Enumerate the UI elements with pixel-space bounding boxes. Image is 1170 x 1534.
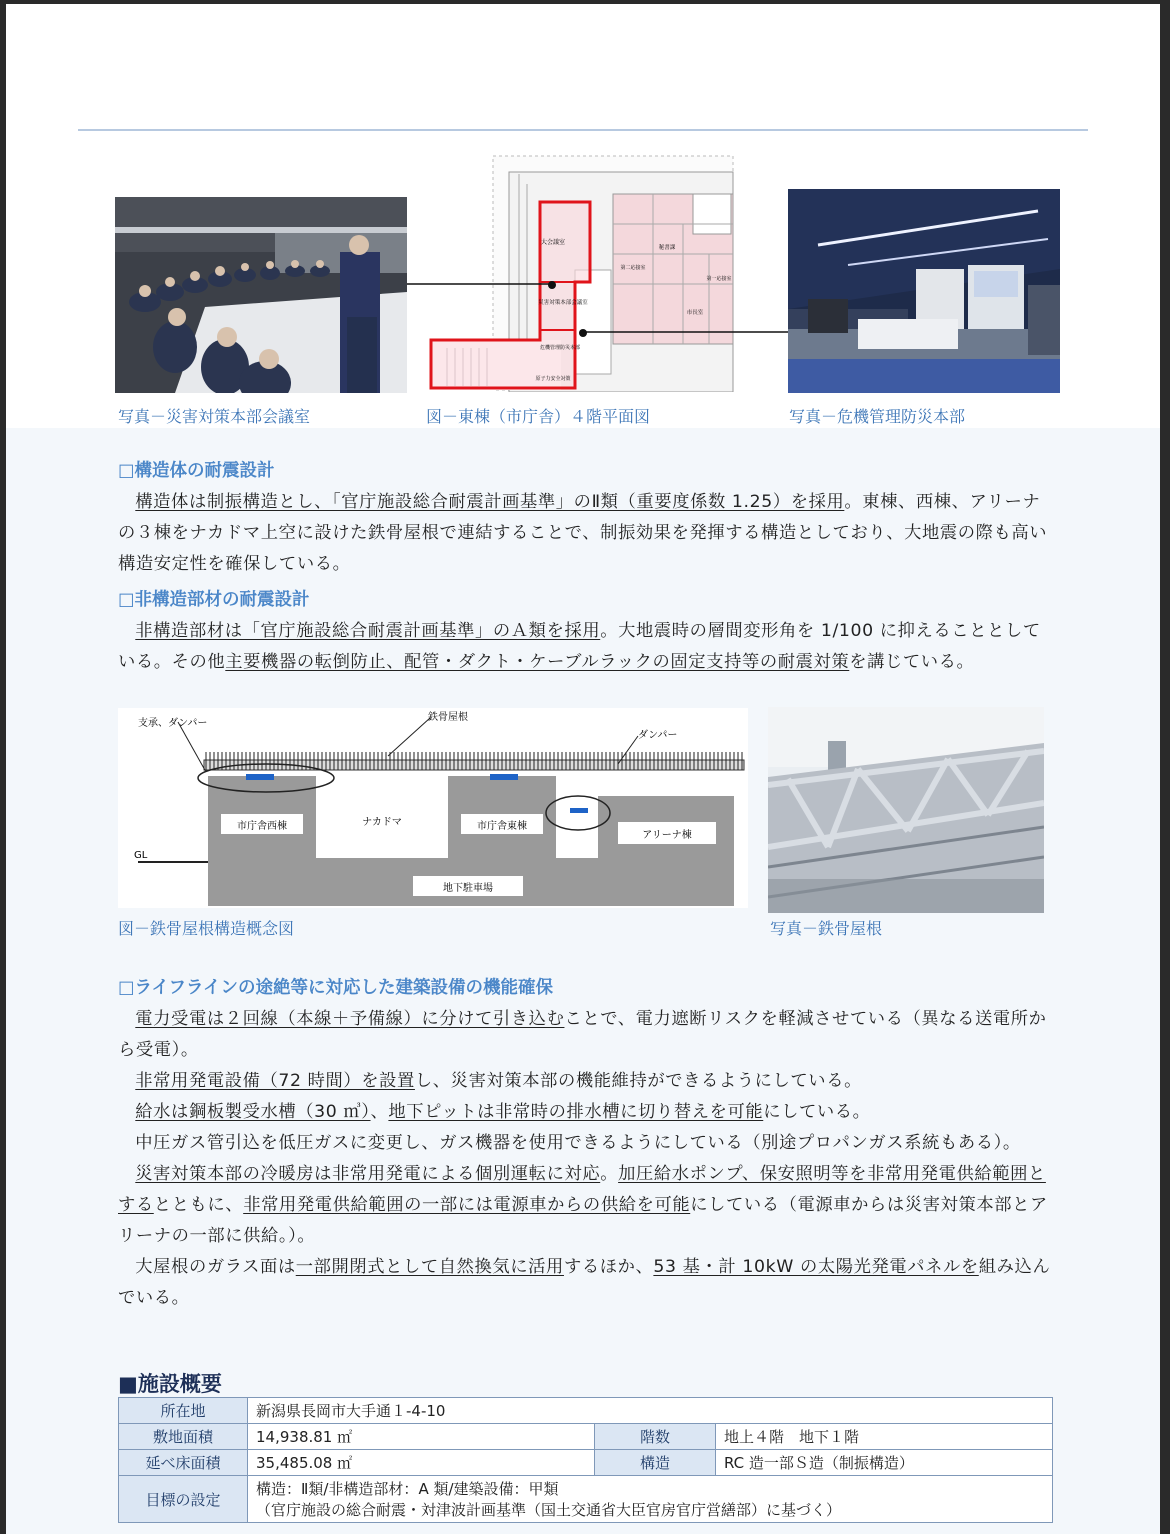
paragraph-line — [118, 1252, 1058, 1314]
photo-crisis-management — [788, 189, 1060, 393]
table-row — [119, 1476, 1053, 1523]
plan-label-room2: 災害対策本部会議室 — [538, 300, 588, 306]
caption-photo-crisis: 写真－危機管理防災本部 — [789, 407, 966, 426]
label-east-building: 市庁舎東棟 — [477, 821, 527, 832]
text-segment: 非構造部材は「官庁施設総合耐震計画基準」のＡ類を採用 — [135, 621, 601, 641]
section-title-overview: ■施設概要 — [118, 1372, 222, 1396]
text-segment: 、 — [370, 1102, 389, 1122]
label-target: 目標の設定 — [119, 1476, 248, 1523]
value-location: 新潟県長岡市大手通１-4-10 — [248, 1398, 1053, 1424]
value-structure: RC 造一部Ｓ造（制振構造） — [716, 1450, 1053, 1476]
label-site-area: 敷地面積 — [119, 1424, 248, 1450]
caption-floor-plan: 図－東棟（市庁舎）４階平面図 — [426, 407, 651, 426]
caption-roof-diagram: 図－鉄骨屋根構造概念図 — [118, 919, 295, 938]
label-west-building: 市庁舎西棟 — [237, 821, 287, 832]
text-segment: にしている。 — [763, 1102, 871, 1122]
plan-label-room3: 危機管理防災本部 — [539, 345, 581, 351]
label-steel-roof: 鉄骨屋根 — [428, 712, 468, 723]
text-segment: 大屋根のガラス面は — [135, 1257, 296, 1277]
heading-lifeline: □ライフラインの途絶等に対応した建築設備の機能確保 — [118, 978, 553, 998]
text-segment: するほか、 — [563, 1257, 654, 1277]
heading-nonstructural-seismic: □非構造部材の耐震設計 — [118, 590, 310, 610]
label-damper: ダンパー — [638, 730, 678, 741]
steel-roof-diagram — [118, 708, 748, 908]
facility-overview-table — [118, 1397, 1053, 1523]
paragraph-line — [118, 616, 1058, 678]
text-segment: 加圧給水ポンプ、保安照明等を非常用発電供給範囲とする — [118, 1164, 1046, 1215]
label-floors: 階数 — [595, 1424, 716, 1450]
paragraph-line — [118, 1066, 1058, 1097]
label-floor-area: 延べ床面積 — [119, 1450, 248, 1476]
photo-steel-roof — [768, 707, 1044, 913]
text-segment: 地下ピットは非常時の排水槽に切り替えを可能 — [388, 1102, 764, 1122]
paragraph-line — [118, 1159, 1058, 1252]
document-page — [6, 4, 1160, 1534]
paragraph-lifeline — [118, 1004, 1058, 1314]
label-gl: GL — [134, 850, 148, 861]
plan-label-room6: 市長室 — [686, 310, 704, 316]
plan-label-room8: 第二応接室 — [620, 265, 646, 271]
plan-label-room4: 原子力安全対策 — [535, 376, 571, 382]
text-segment: 。 — [600, 1164, 619, 1184]
value-floor-area: 35,485.08 ㎡ — [248, 1450, 595, 1476]
label-structure: 構造 — [595, 1450, 716, 1476]
paragraph-line — [118, 1097, 1058, 1128]
paragraph-nonstructural-seismic — [118, 616, 1058, 678]
plan-label-room7: 第一応接室 — [706, 276, 732, 282]
paragraph-line — [118, 1128, 1058, 1159]
label-parking: 地下駐車場 — [443, 883, 493, 894]
heading-structural-seismic: □構造体の耐震設計 — [118, 461, 275, 481]
value-target-line1: 構造：Ⅱ類/非構造部材：A 類/建築設備：甲類 — [256, 1480, 559, 1498]
table-row — [119, 1398, 1053, 1424]
text-segment: 給水は鋼板製受水槽（30 ㎥） — [135, 1102, 371, 1122]
plan-label-room5: 秘書課 — [658, 245, 676, 251]
text-segment: 53 基・計 10kW の太陽光発電パネルを — [653, 1257, 979, 1277]
label-nakadoma: ナカドマ — [362, 817, 402, 828]
plan-label-room1: 大会議室 — [540, 239, 566, 246]
text-segment: にしている（電源車からは災害対策本部とアリーナの一部に供給。）。 — [118, 1195, 1048, 1246]
label-support-damper: 支承、ダンパー — [138, 718, 208, 729]
table-row — [119, 1450, 1053, 1476]
text-segment: 。東棟、西棟、アリーナの３棟をナカドマ上空に設けた鉄骨屋根で連結することで、制振効果を発揮する構造としており、大地震の際も高い構造安定性を確保している。 — [118, 492, 1048, 574]
paragraph-structural-seismic — [118, 487, 1058, 580]
text-segment: 組み込んでいる。 — [118, 1257, 1051, 1308]
value-floors: 地上４階 地下１階 — [716, 1424, 1053, 1450]
value-target-line2: （官庁施設の総合耐震・対津波計画基準（国土交通省大臣官房官庁営繕部）に基づく） — [256, 1501, 842, 1519]
caption-photo-meeting: 写真－災害対策本部会議室 — [118, 407, 311, 426]
text-segment: とともに、 — [153, 1195, 244, 1215]
value-target — [248, 1476, 1053, 1523]
text-segment: 。大地震時の層間変形角を 1/100 に抑えることとしている。その他 — [118, 621, 1041, 672]
label-location: 所在地 — [119, 1398, 248, 1424]
paragraph-line — [118, 487, 1058, 580]
table-row — [119, 1424, 1053, 1450]
text-segment: 非常用発電設備（72 時間）を設置 — [135, 1071, 415, 1091]
caption-photo-roof: 写真－鉄骨屋根 — [770, 919, 883, 938]
text-segment: 一部開閉式として自然換気に活用 — [295, 1257, 564, 1277]
text-segment: 中圧ガス管引込を低圧ガスに変更し、ガス機器を使用できるようにしている（別途プロパンガス系統もある）。 — [135, 1133, 1021, 1153]
text-segment: 災害対策本部の冷暖房は非常用発電による個別運転に対応 — [135, 1164, 601, 1184]
paragraph-line — [118, 1004, 1058, 1066]
label-arena: アリーナ棟 — [642, 830, 692, 841]
text-segment: 主要機器の転倒防止、配管・ダクト・ケーブルラックの固定支持等の耐震対策 — [225, 652, 850, 672]
text-segment: 構造体は制振構造とし、「官庁施設総合耐震計画基準」のⅡ類（重要度係数 1.25）を採用 — [135, 492, 845, 512]
text-segment: 電力受電は２回線（本線＋予備線）に分けて引き込む — [135, 1009, 565, 1029]
text-segment: ことで、電力遮断リスクを軽減させている（異なる送電所から受電）。 — [118, 1009, 1047, 1060]
value-site-area: 14,938.81 ㎡ — [248, 1424, 595, 1450]
text-segment: し、災害対策本部の機能維持ができるようにしている。 — [414, 1071, 862, 1091]
text-segment: を講じている。 — [849, 652, 975, 672]
text-segment: 非常用発電供給範囲の一部には電源車からの供給を可能 — [243, 1195, 691, 1215]
